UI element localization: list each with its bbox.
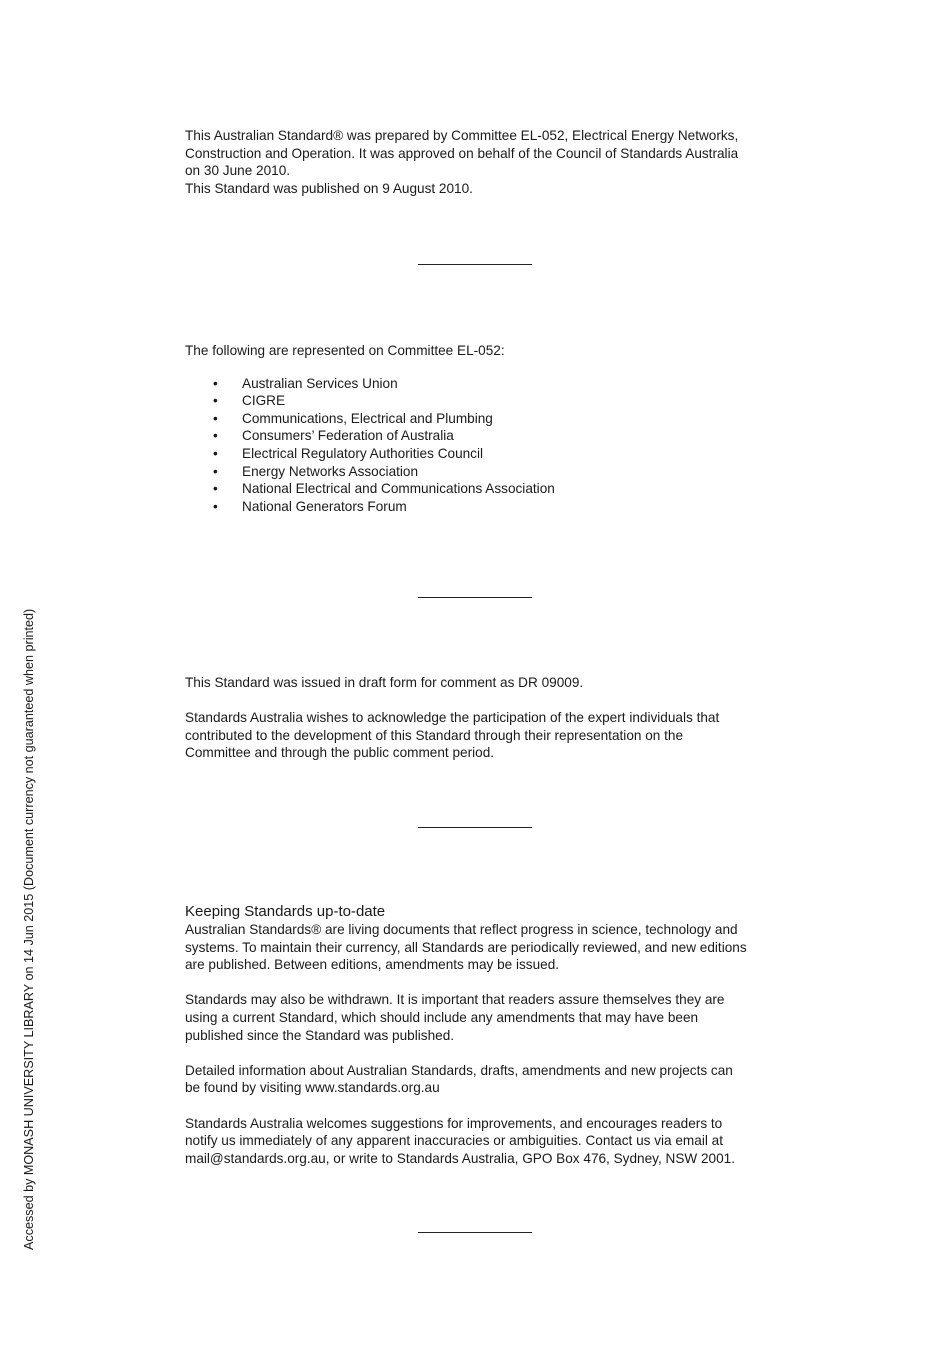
list-item <box>185 463 775 481</box>
paragraph-line: Standards Australia welcomes suggestions for improvements, and encourages readers to <box>185 1115 723 1131</box>
list-item <box>185 392 775 410</box>
draft-block <box>185 674 775 762</box>
bullet-icon: • <box>213 428 218 444</box>
bullet-icon: • <box>213 498 218 514</box>
paragraph-line: notify us immediately of any apparent inaccuracies or ambiguities. Contact us via email at <box>185 1133 723 1149</box>
bullet-icon: • <box>213 375 218 391</box>
member-name: Australian Services Union <box>242 375 398 391</box>
up-to-date-block <box>185 903 775 1167</box>
section-divider <box>418 264 532 265</box>
committee-member-list <box>185 375 775 516</box>
bullet-icon: • <box>213 445 218 461</box>
bullet-icon: • <box>213 393 218 409</box>
list-item <box>185 375 775 393</box>
member-name: Communications, Electrical and Plumbing <box>242 410 493 426</box>
paragraph-line: systems. To maintain their currency, all Standards are periodically reviewed, and new editions <box>185 939 747 955</box>
approval-line: on 30 June 2010. <box>185 163 291 179</box>
section-divider <box>418 597 532 598</box>
paragraph-line: Australian Standards® are living documents that reflect progress in science, technology and <box>185 922 738 937</box>
draft-issued-text: This Standard was issued in draft form for comment as DR 09009. <box>185 675 584 690</box>
list-item <box>185 427 775 445</box>
paragraph-line: mail@standards.org.au, or write to Standards Australia, GPO Box 476, Sydney, NSW 2001. <box>185 1150 736 1166</box>
approval-line: Construction and Operation. It was approved on behalf of the Council of Standards Australia <box>185 145 739 161</box>
section-divider <box>418 827 532 828</box>
approval-block <box>185 127 775 197</box>
paragraph-line: using a current Standard, which should include any amendments that may have been <box>185 1009 699 1025</box>
committee-intro: The following are represented on Committee EL-052: <box>185 343 505 358</box>
member-name: Consumers’ Federation of Australia <box>242 428 454 444</box>
paragraph-line: Detailed information about Australian Standards, drafts, amendments and new projects can <box>185 1062 733 1078</box>
acknowledgement-line: contributed to the development of this Standard through their representation on the <box>185 727 684 743</box>
list-item <box>185 498 775 516</box>
list-item <box>185 410 775 428</box>
paragraph-line: be found by visiting www.standards.org.au <box>185 1080 440 1096</box>
list-item <box>185 480 775 498</box>
member-name: Electrical Regulatory Authorities Council <box>242 445 484 461</box>
published-date-line: This Standard was published on 9 August 2010. <box>185 180 473 196</box>
acknowledgement-line: Standards Australia wishes to acknowledge the participation of the expert individuals that <box>185 710 720 726</box>
member-name: National Generators Forum <box>242 498 407 514</box>
section-divider <box>418 1232 532 1233</box>
section-heading: Keeping Standards up-to-date <box>185 903 386 920</box>
member-name: National Electrical and Communications Association <box>242 481 555 497</box>
approval-line: This Australian Standard® was prepared by Committee EL-052, Electrical Energy Networks, <box>185 128 739 143</box>
access-notice-sidebar: Accessed by MONASH UNIVERSITY LIBRARY on 14 Jun 2015 (Document currency not guaranteed when printed) <box>22 608 36 1250</box>
paragraph-line: are published. Between editions, amendments may be issued. <box>185 957 560 973</box>
member-name: Energy Networks Association <box>242 463 419 479</box>
bullet-icon: • <box>213 410 218 426</box>
paragraph-line: published since the Standard was published. <box>185 1027 455 1043</box>
list-item <box>185 445 775 463</box>
bullet-icon: • <box>213 481 218 497</box>
bullet-icon: • <box>213 463 218 479</box>
paragraph-line: Standards may also be withdrawn. It is important that readers assure themselves they are <box>185 992 725 1008</box>
acknowledgement-line: Committee and through the public comment period. <box>185 745 495 761</box>
committee-block <box>185 342 775 515</box>
member-name: CIGRE <box>242 393 286 409</box>
